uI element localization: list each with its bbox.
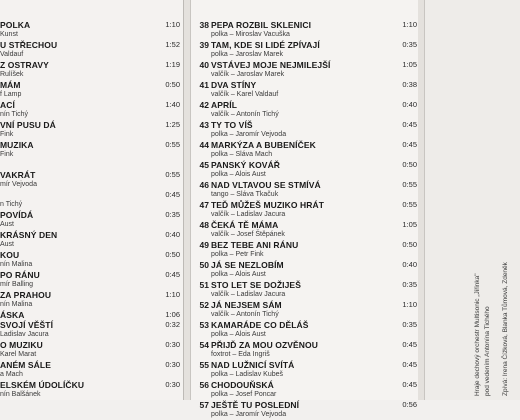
track-title: CHODOUŇSKÁ <box>211 380 274 390</box>
track-number: 41 <box>199 80 209 90</box>
track-title: KOU <box>0 250 20 260</box>
track-subtitle-row <box>191 330 419 340</box>
track-row <box>0 170 184 180</box>
track-row <box>191 40 419 50</box>
track-duration: 1:10 <box>402 20 417 29</box>
track-genre-author: polka – Alois Aust <box>211 271 266 278</box>
middle-tracklist-panel <box>190 0 418 418</box>
track-title: TEĎ MŮŽEŠ MUZIKO HRÁT <box>211 200 325 210</box>
track-row <box>0 340 184 350</box>
track-title: NAD VLTAVOU SE STMÍVÁ <box>211 180 321 190</box>
track-genre-author: Valdauf <box>0 51 24 58</box>
track-genre-author: Ladislav Jacura <box>0 331 49 338</box>
track-number: 51 <box>199 280 209 290</box>
track-row <box>191 20 419 30</box>
track-genre-author: polka – Ladislav Kubeš <box>211 371 283 378</box>
track-title: MÁM <box>0 80 21 90</box>
track-subtitle-row <box>191 150 419 160</box>
track-subtitle-row <box>0 30 184 40</box>
track-duration: 1:40 <box>165 100 180 109</box>
track-row <box>191 180 419 190</box>
track-row <box>0 270 184 280</box>
track-subtitle-row <box>191 410 419 420</box>
track-title: SVOJÍ VĚŠTÍ <box>0 320 54 330</box>
track-row <box>191 60 419 70</box>
track-title: O MUZIKU <box>0 340 43 350</box>
track-row <box>191 300 419 310</box>
track-number: 47 <box>199 200 209 210</box>
track-title: APRÍL <box>211 100 237 110</box>
track-title: MARKÝZA A BUBENÍČEK <box>211 140 316 150</box>
track-subtitle-row <box>191 210 419 220</box>
track-genre-author: mír Balling <box>0 281 34 288</box>
track-row <box>0 360 184 370</box>
track-title: PO RÁNU <box>0 270 40 280</box>
track-genre-author: nín Malina <box>0 301 33 308</box>
track-row <box>191 340 419 350</box>
track-row <box>191 400 419 410</box>
track-title: POVÍDÁ <box>0 210 34 220</box>
track-genre-author: Kunst <box>0 31 18 38</box>
track-genre-author: Aust <box>0 221 15 228</box>
track-title: MUZIKA <box>0 140 34 150</box>
track-row <box>191 380 419 390</box>
track-title: DVA STÍNY <box>211 80 257 90</box>
track-duration: 0:50 <box>402 160 417 169</box>
track-genre-author: Fink <box>0 131 14 138</box>
track-row <box>191 220 419 230</box>
track-subtitle-row <box>191 170 419 180</box>
track-number: 48 <box>199 220 209 230</box>
track-duration: 0:45 <box>402 340 417 349</box>
track-row <box>0 310 184 320</box>
track-title: KAMARÁDE CO DĚLÁŠ <box>211 320 309 330</box>
track-title: ČEKÁ TĚ MÁMA <box>211 220 279 230</box>
track-genre-author: valčík – Josef Štěpánek <box>211 231 285 238</box>
track-row <box>0 100 184 110</box>
track-duration: 0:40 <box>165 230 180 239</box>
track-subtitle-row <box>0 330 184 340</box>
track-genre-author: nín Balšánek <box>0 391 41 398</box>
track-genre-author: valčík – Karel Valdauf <box>211 91 279 98</box>
track-genre-author: polka – Alois Aust <box>211 171 266 178</box>
track-subtitle-row <box>0 240 184 250</box>
track-number: 38 <box>199 20 209 30</box>
track-genre-author: polka – Miroslav Vacuška <box>211 31 290 38</box>
credits-line: Hraje dechový orchestr Multisonic „Jiřinka" <box>474 273 481 396</box>
track-title: STO LET SE DOŽIJEŠ <box>211 280 301 290</box>
track-genre-author: nín Malina <box>0 261 33 268</box>
track-number: 39 <box>199 40 209 50</box>
track-subtitle-row <box>0 150 184 160</box>
track-title: BEZ TEBE ANI RÁNU <box>211 240 299 250</box>
track-row <box>0 60 184 70</box>
track-title: VNÍ PUSU DÁ <box>0 120 56 130</box>
track-genre-author: foxtrot – Eda Ingriš <box>211 351 270 358</box>
track-genre-author: valčík – Antonín Tichý <box>211 311 279 318</box>
track-title: VSTÁVEJ MOJE NEJMILEJŠÍ <box>211 60 331 70</box>
track-title: ZA PRAHOU <box>0 290 52 300</box>
track-row <box>0 250 184 260</box>
track-title: TAM, KDE SI LIDÉ ZPÍVAJÍ <box>211 40 320 50</box>
track-row <box>0 20 184 30</box>
track-subtitle-row <box>0 130 184 140</box>
track-duration: 1:25 <box>165 120 180 129</box>
track-genre-author: polka – Jaroslav Marek <box>211 51 283 58</box>
track-subtitle-row <box>0 350 184 360</box>
credits-line: Zpívá: Irena Čížková, Blanka Tůmová, Zdeněk <box>502 262 509 396</box>
track-subtitle-row <box>191 30 419 40</box>
track-title: ÁSKA <box>0 310 25 320</box>
track-row <box>191 260 419 270</box>
track-row <box>191 280 419 290</box>
track-row <box>0 140 184 150</box>
track-genre-author: nín Tichý <box>0 111 29 118</box>
track-duration: 0:38 <box>402 80 417 89</box>
track-genre-author: f Lamp <box>0 91 22 98</box>
track-number: 50 <box>199 260 209 270</box>
track-number: 55 <box>199 360 209 370</box>
track-duration: 0:45 <box>402 360 417 369</box>
track-title: JÁ NEJSEM SÁM <box>211 300 282 310</box>
track-genre-author: polka – Alois Aust <box>211 331 266 338</box>
track-row <box>0 380 184 390</box>
track-subtitle-row <box>191 230 419 240</box>
track-number: 43 <box>199 120 209 130</box>
track-duration: 0:45 <box>165 270 180 279</box>
track-duration: 0:35 <box>402 320 417 329</box>
track-subtitle-row <box>191 270 419 280</box>
track-duration: 1:19 <box>165 60 180 69</box>
track-genre-author: tango – Sláva Tkačuk <box>211 191 279 198</box>
track-row <box>191 240 419 250</box>
track-subtitle-row <box>0 110 184 120</box>
track-duration: 0:30 <box>165 380 180 389</box>
track-subtitle-row <box>191 290 419 300</box>
track-duration: 0:30 <box>165 340 180 349</box>
track-title: KRÁSNÝ DEN <box>0 230 58 240</box>
track-duration: 1:05 <box>402 60 417 69</box>
track-genre-author: polka – Jaromír Vejvoda <box>211 411 287 418</box>
track-row <box>0 210 184 220</box>
track-row <box>191 200 419 210</box>
track-number: 54 <box>199 340 209 350</box>
track-title: ACÍ <box>0 100 15 110</box>
track-duration: 0:55 <box>165 170 180 179</box>
track-duration: 0:56 <box>402 400 417 409</box>
track-subtitle-row <box>0 200 184 210</box>
track-subtitle-row <box>0 370 184 380</box>
track-title: ANÉM SÁLE <box>0 360 51 370</box>
track-duration: 0:32 <box>165 320 180 329</box>
track-duration: 0:40 <box>402 100 417 109</box>
track-row <box>191 160 419 170</box>
track-title: TY TO VÍŠ <box>211 120 253 130</box>
track-genre-author: polka – Petr Fink <box>211 251 264 258</box>
track-row <box>191 120 419 130</box>
credits-panel <box>424 0 520 400</box>
track-subtitle-row <box>191 110 419 120</box>
credits-line: pod vedením Antonína Tichého <box>484 306 491 396</box>
track-row <box>0 120 184 130</box>
track-number: 52 <box>199 300 209 310</box>
track-duration: 0:45 <box>402 120 417 129</box>
track-title: NAD LUŽNICÍ SVÍTÁ <box>211 360 295 370</box>
track-subtitle-row <box>191 130 419 140</box>
track-subtitle-row <box>0 90 184 100</box>
track-genre-author: mír Vejvoda <box>0 181 37 188</box>
track-row <box>191 100 419 110</box>
track-title: VAKRÁT <box>0 170 36 180</box>
track-duration: 0:55 <box>165 140 180 149</box>
track-number: 49 <box>199 240 209 250</box>
track-number: 53 <box>199 320 209 330</box>
track-genre-author: polka – Sláva Mach <box>211 151 273 158</box>
track-row <box>191 140 419 150</box>
track-duration: 0:40 <box>402 260 417 269</box>
track-subtitle-row <box>0 260 184 270</box>
track-title: ELSKÉM ÚDOLÍČKU <box>0 380 85 390</box>
track-title: Z OSTRAVY <box>0 60 49 70</box>
track-number: 46 <box>199 180 209 190</box>
track-subtitle-row <box>191 70 419 80</box>
track-row <box>191 320 419 330</box>
track-duration: 1:05 <box>402 220 417 229</box>
track-subtitle-row <box>0 300 184 310</box>
track-row <box>0 190 184 200</box>
track-duration: 0:35 <box>402 40 417 49</box>
track-genre-author: polka – Jaromír Vejvoda <box>211 131 287 138</box>
track-subtitle-row <box>191 350 419 360</box>
track-row <box>0 320 184 330</box>
track-subtitle-row <box>0 70 184 80</box>
track-subtitle-row <box>191 190 419 200</box>
track-title: PŘIJĎ ZA MOU OZVĚNOU <box>211 340 318 350</box>
track-genre-author: valčík – Antonín Tichý <box>211 111 279 118</box>
track-genre-author: valčík – Jaroslav Marek <box>211 71 285 78</box>
track-row <box>191 360 419 370</box>
track-title: JÁ SE NEZLOBÍM <box>211 260 284 270</box>
track-genre-author: Karel Marat <box>0 351 37 358</box>
track-duration: 1:10 <box>402 300 417 309</box>
track-title: U STŘECHOU <box>0 40 58 50</box>
track-subtitle-row <box>0 220 184 230</box>
track-genre-author: a Mach <box>0 371 23 378</box>
track-duration: 0:45 <box>402 140 417 149</box>
track-subtitle-row <box>191 90 419 100</box>
track-row <box>0 290 184 300</box>
track-duration: 1:52 <box>165 40 180 49</box>
track-duration: 0:30 <box>165 360 180 369</box>
track-row <box>191 80 419 90</box>
track-genre-author: n Tichý <box>0 201 23 208</box>
track-subtitle-row <box>191 370 419 380</box>
track-duration: 1:10 <box>165 290 180 299</box>
track-subtitle-row <box>0 390 184 400</box>
track-row <box>0 80 184 90</box>
track-subtitle-row <box>0 180 184 190</box>
track-duration: 0:55 <box>402 200 417 209</box>
track-subtitle-row <box>191 310 419 320</box>
track-row <box>0 160 184 170</box>
track-genre-author: Aust <box>0 241 15 248</box>
left-tracklist-panel <box>0 0 184 400</box>
track-duration: 0:50 <box>165 250 180 259</box>
track-subtitle-row <box>191 250 419 260</box>
track-genre-author: Rulíšek <box>0 71 24 78</box>
track-subtitle-row <box>0 280 184 290</box>
track-number: 42 <box>199 100 209 110</box>
track-row <box>0 230 184 240</box>
track-title: POLKA <box>0 20 31 30</box>
track-genre-author: valčík – Ladislav Jacura <box>211 211 286 218</box>
track-genre-author: valčík – Ladislav Jacura <box>211 291 286 298</box>
track-number: 45 <box>199 160 209 170</box>
track-genre-author: polka – Josef Poncar <box>211 391 277 398</box>
track-row <box>0 40 184 50</box>
track-duration: 0:50 <box>402 240 417 249</box>
track-title: JEŠTĚ TU POSLEDNÍ <box>211 400 300 410</box>
track-duration: 1:10 <box>165 20 180 29</box>
track-subtitle-row <box>191 50 419 60</box>
track-duration: 0:55 <box>402 180 417 189</box>
track-duration: 0:35 <box>402 280 417 289</box>
track-number: 57 <box>199 400 209 410</box>
track-duration: 1:06 <box>165 310 180 319</box>
track-number: 40 <box>199 60 209 70</box>
track-duration: 0:35 <box>165 210 180 219</box>
track-title: PANSKÝ KOVÁŘ <box>211 160 281 170</box>
track-number: 56 <box>199 380 209 390</box>
track-genre-author: Fink <box>0 151 14 158</box>
track-title: PEPA ROZBIL SKLENICI <box>211 20 312 30</box>
track-duration: 0:45 <box>165 190 180 199</box>
track-duration: 0:45 <box>402 380 417 389</box>
track-subtitle-row <box>191 390 419 400</box>
track-number: 44 <box>199 140 209 150</box>
track-subtitle-row <box>0 50 184 60</box>
track-duration: 0:50 <box>165 80 180 89</box>
